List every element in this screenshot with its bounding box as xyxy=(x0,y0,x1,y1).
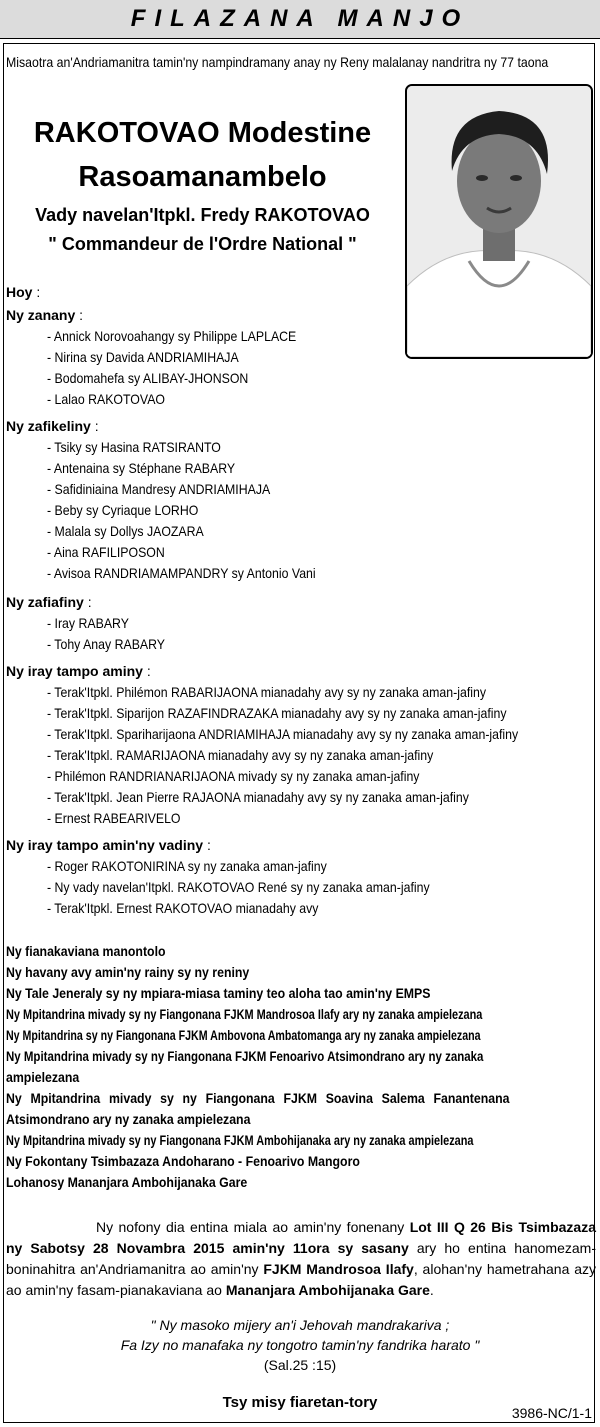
list-item: - Terak'Itpkl. Siparijon RAZAFINDRAZAKA mianadahy avy sy ny zanaka aman-jafiny xyxy=(47,705,507,721)
verse-line2: Fa Izy no manafaka ny tongotro tamin'ny fandrika harato " xyxy=(120,1337,480,1353)
family-line: Ny Mpitandrina sy ny Fiangonana FJKM Ambovona Ambatomanga ary ny zanaka ampielezana xyxy=(6,1027,481,1043)
family-line: Ny Mpitandrina mivady sy ny Fiangonana FJKM Fenoarivo Atsimondrano ary ny zanaka xyxy=(6,1048,484,1064)
group-label-great-grandchildren: Ny zafiafiny : xyxy=(6,594,92,610)
family-line: Ny fianakaviana manontolo xyxy=(6,943,166,959)
family-line: Ny Tale Jeneraly sy ny mpiara-miasa taminy teo aloha tao amin'ny EMPS xyxy=(6,985,431,1001)
list-item: - Beby sy Cyriaque LORHO xyxy=(47,502,199,518)
list-item: - Tsiky sy Hasina RATSIRANTO xyxy=(47,439,221,455)
verse-line1: " Ny masoko mijery an'i Jehovah mandrakariva ; xyxy=(150,1317,450,1333)
list-item: - Bodomahefa sy ALIBAY-JHONSON xyxy=(47,370,249,386)
list-item: - Tohy Anay RABARY xyxy=(47,636,166,652)
list-item: - Malala sy Dollys JAOZARA xyxy=(47,523,204,539)
family-line: Ny Mpitandrina mivady sy ny Fiangonana FJKM Ambohijanaka ary ny zanaka ampielezana xyxy=(6,1132,474,1148)
family-line: Ny Fokontany Tsimbazaza Andoharano - Fenoarivo Mangoro xyxy=(6,1153,360,1169)
deceased-name-line2: Rasoamanambelo xyxy=(78,161,327,193)
list-item: - Nirina sy Davida ANDRIAMIHAJA xyxy=(47,349,239,365)
group-label-grandchildren: Ny zafikeliny : xyxy=(6,418,99,434)
list-item: - Lalao RAKOTOVAO xyxy=(47,391,166,407)
header-title: FILAZANA MANJO xyxy=(130,5,470,32)
family-line: Lohanosy Mananjara Ambohijanaka Gare xyxy=(6,1174,248,1190)
deceased-subtitle-line2: " Commandeur de l'Ordre National " xyxy=(48,234,357,254)
list-item: - Terak'Itpkl. Philémon RABARIJAONA mianadahy avy sy ny zanaka aman-jafiny xyxy=(47,684,486,700)
list-item: - Safidiniaina Mandresy ANDRIAMIHAJA xyxy=(47,481,271,497)
deceased-name-line1: RAKOTOVAO Modestine xyxy=(33,117,372,149)
deceased-subtitle-line1: Vady navelan'Itpkl. Fredy RAKOTOVAO xyxy=(35,205,370,225)
group-label-siblings: Ny iray tampo aminy : xyxy=(6,663,151,679)
family-line: Atsimondrano ary ny zanaka ampielezana xyxy=(6,1111,251,1127)
announcement-header xyxy=(0,0,600,39)
list-item: - Avisoa RANDRIAMAMPANDRY sy Antonio Vani xyxy=(47,565,316,581)
list-item: - Terak'Itpkl. Jean Pierre RAJAONA mianadahy avy sy ny zanaka aman-jafiny xyxy=(47,789,469,805)
list-item: - Annick Norovoahangy sy Philippe LAPLACE xyxy=(47,328,297,344)
portrait-image xyxy=(407,86,591,357)
funeral-details: Ny nofony dia entina miala ao amin'ny fonenany Lot III Q 26 Bis Tsimbazaza ny Sabotsy 28 Novambra 2015 amin'ny 11ora sy sasany ary ho entina hanomezam-boninahitra an'Andriamanitra ao amin'ny FJKM Mandrosoa Ilafy, alohan'ny hametrahana azy ao amin'ny fasam-pianakaviana ao Mananjara Ambohijanaka Gare. xyxy=(6,1219,596,1298)
group-label-spouse-siblings: Ny iray tampo amin'ny vadiny : xyxy=(6,837,211,853)
list-item: - Terak'Itpkl. Ernest RAKOTOVAO mianadahy avy xyxy=(47,900,319,916)
portrait-photo xyxy=(405,84,593,359)
group-label-children: Ny zanany : xyxy=(6,307,84,323)
family-line: Ny Mpitandrina mivady sy ny Fiangonana FJKM Soavina Salema Fanantenana xyxy=(6,1090,510,1106)
list-item: - Ernest RABEARIVELO xyxy=(47,810,181,826)
list-item: - Terak'Itpkl. Spariharijaona ANDRIAMIHAJA mianadahy avy sy ny zanaka aman-jafiny xyxy=(47,726,519,742)
family-line: Ny Mpitandrina mivady sy ny Fiangonana FJKM Mandrosoa Ilafy ary ny zanaka ampielezana xyxy=(6,1006,483,1022)
list-item: - Aina RAFILIPOSON xyxy=(47,544,165,560)
verse-reference: (Sal.25 :15) xyxy=(263,1357,337,1373)
list-item: - Terak'Itpkl. RAMARIJAONA mianadahy avy sy ny zanaka aman-jafiny xyxy=(47,747,434,763)
intro-text: Misaotra an'Andriamanitra tamin'ny nampindramany anay ny Reny malalanay nandritra ny 77 taona xyxy=(6,54,549,70)
list-item: - Antenaina sy Stéphane RABARY xyxy=(47,460,236,476)
ad-code: 3986-NC/1-1 xyxy=(511,1405,592,1421)
closing-text: Tsy misy fiaretan-tory xyxy=(222,1394,378,1411)
list-item: - Ny vady navelan'Itpkl. RAKOTOVAO René sy ny zanaka aman-jafiny xyxy=(47,879,430,895)
list-item: - Iray RABARY xyxy=(47,615,129,631)
list-item: - Roger RAKOTONIRINA sy ny zanaka aman-jafiny xyxy=(47,858,327,874)
family-line: ampielezana xyxy=(6,1069,80,1085)
list-item: - Philémon RANDRIANARIJAONA mivady sy ny zanaka aman-jafiny xyxy=(47,768,420,784)
family-line: Ny havany avy amin'ny rainy sy ny reniny xyxy=(6,964,250,980)
hoy-label: Hoy : xyxy=(6,284,41,300)
